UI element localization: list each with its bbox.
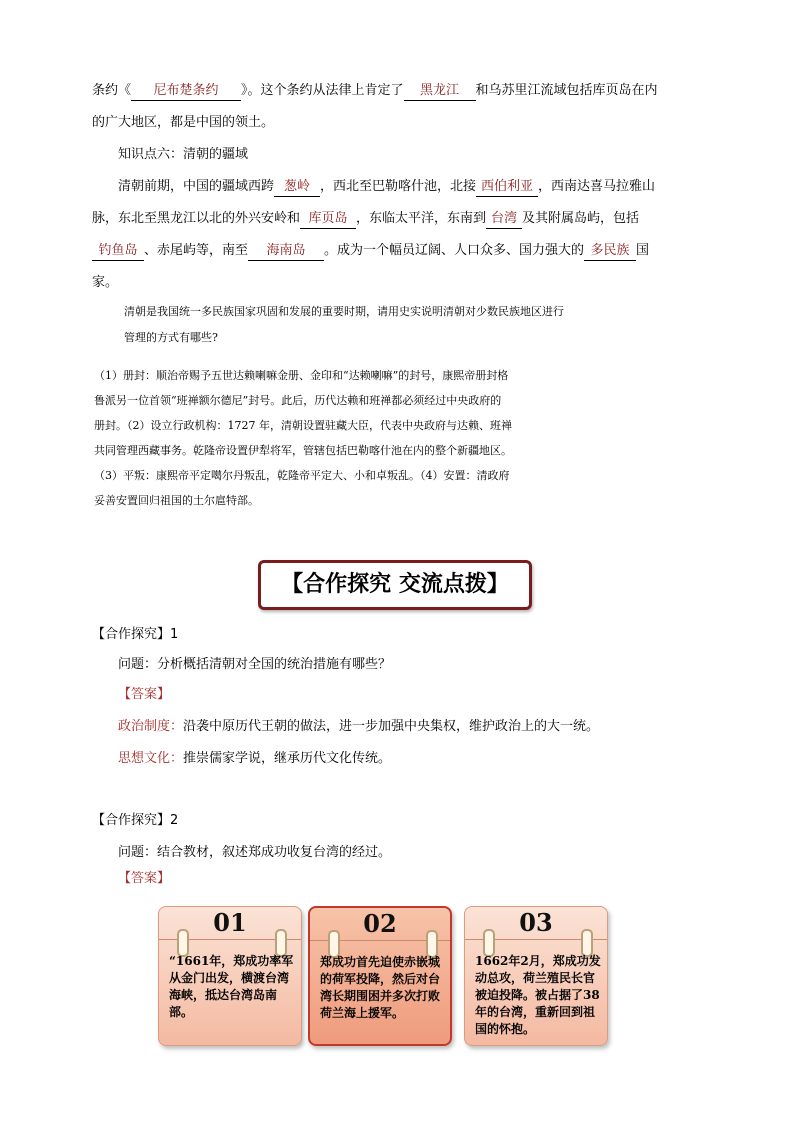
- answer-tag: 【答案】: [118, 687, 171, 702]
- card-number: 03: [465, 907, 607, 940]
- text: 》。这个条约从法律上肯定了: [241, 83, 404, 98]
- inquiry-question: 问题：分析概括清朝对全国的统治措施有哪些？: [118, 657, 392, 672]
- answer-item: [118, 750, 391, 768]
- question-line: 清朝是我国统一多民族国家巩固和发展的重要时期，请用史实说明清朝对少数民族地区进行: [124, 305, 564, 318]
- territory-line-4: 家。: [92, 275, 119, 290]
- inquiry-question: 问题：结合教材，叙述郑成功收复台湾的经过。: [118, 845, 392, 860]
- blank-answer: 库页岛: [300, 210, 356, 229]
- answer-line: 鲁派另一位首领“班禅额尔德尼”封号。此后，历代达赖和班禅都必须经过中央政府的: [94, 394, 502, 407]
- territory-line-1: [118, 178, 655, 197]
- blank-answer: 西伯利亚: [476, 178, 538, 197]
- answer-line: 册封。（2）设立行政机构：1727 年，清朝设置驻藏大臣，代表中央政府与达赖、班禅: [94, 419, 512, 432]
- timeline-card-2: [308, 906, 452, 1046]
- blank-answer: 尼布楚条约: [131, 82, 241, 101]
- card-number: 01: [159, 907, 301, 940]
- territory-line-3: [92, 242, 649, 261]
- blank-answer: 黑龙江: [404, 82, 476, 101]
- answer-item: [118, 718, 599, 736]
- answer-line: 妥善安置回归祖国的土尔扈特部。: [94, 494, 259, 507]
- timeline-card-3: [464, 906, 608, 1046]
- card-number: 02: [310, 908, 450, 941]
- text: 。成为一个幅员辽阔、人口众多、国力强大的: [324, 243, 585, 258]
- text: ，东临太平洋，东南到: [356, 211, 487, 226]
- blank-answer: 海南岛: [248, 242, 324, 261]
- blank-answer: 钓鱼岛: [92, 242, 144, 261]
- card-text: 郑成功首先迫使赤嵌城的荷军投降，然后对台湾长期围困并多次打败荷兰海上援军。: [320, 955, 441, 1020]
- text: 国: [636, 243, 650, 258]
- question-line: 管理的方式有哪些?: [124, 331, 218, 344]
- timeline-card-1: [158, 906, 302, 1046]
- territory-line-2: [92, 210, 639, 229]
- section-banner: 【合作探究 交流点拨】: [258, 560, 532, 610]
- treaty-line: [92, 82, 658, 101]
- text: 条约《: [92, 83, 132, 98]
- treaty-line-2: 的广大地区，都是中国的领土。: [92, 115, 275, 130]
- text: 及其附属岛屿，包括: [522, 211, 640, 226]
- inquiry-title: 【合作探究】1: [92, 627, 179, 642]
- text: ，西北至巴勒喀什池，北接: [320, 179, 477, 194]
- answer-text: 推崇儒家学说，继承历代文化传统。: [183, 751, 392, 766]
- blank-answer: 多民族: [584, 242, 636, 261]
- answer-line: 共同管理西藏事务。乾隆帝设置伊犁将军，管辖包括巴勒喀什池在内的整个新疆地区。: [94, 444, 512, 457]
- text: 脉，东北至黑龙江以北的外兴安岭和: [92, 211, 301, 226]
- answer-label: 政治制度：: [118, 719, 184, 734]
- inquiry-title: 【合作探究】2: [92, 813, 179, 828]
- text: 清朝前期，中国的疆域西跨: [118, 179, 275, 194]
- blank-answer: 台湾: [486, 210, 522, 229]
- answer-line: （3）平叛：康熙帝平定噶尔丹叛乱，乾隆帝平定大、小和卓叛乱。（4）安置：清政府: [94, 469, 510, 482]
- answer-line: （1）册封：顺治帝赐予五世达赖喇嘛金册、金印和“达赖喇嘛”的封号，康熙帝册封格: [94, 369, 509, 382]
- text: 和乌苏里江流域包括库页岛在内: [475, 83, 658, 98]
- card-text: “1661年，郑成功率军从金门出发，横渡台湾海峡，抵达台湾岛南部。: [169, 954, 294, 1019]
- text: ，西南达喜马拉雅山: [538, 179, 656, 194]
- card-text: 1662年2月，郑成功发动总攻，荷兰殖民长官被迫投降。被占据了38年的台湾，重新回到祖国的怀抱。: [475, 954, 601, 1036]
- answer-label: 思想文化：: [118, 751, 184, 766]
- text: 、赤尾屿等，南至: [144, 243, 249, 258]
- answer-tag: 【答案】: [118, 871, 171, 886]
- answer-text: 沿袭中原历代王朝的做法，进一步加强中央集权，维护政治上的大一统。: [183, 719, 600, 734]
- section-heading: 知识点六：清朝的疆域: [118, 147, 249, 162]
- blank-answer: 葱岭: [274, 178, 320, 197]
